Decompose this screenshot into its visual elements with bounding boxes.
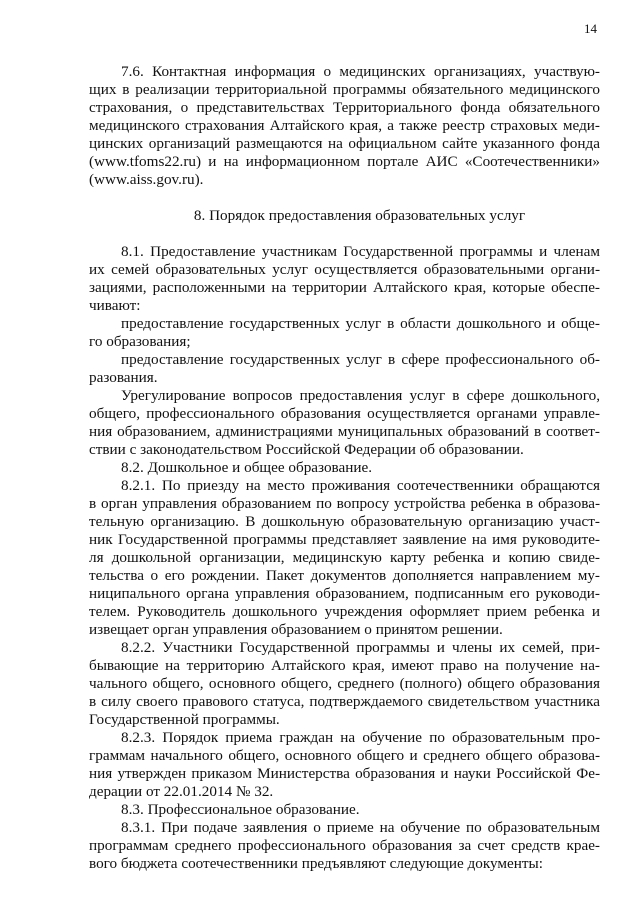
text-line: бывающие на территорию Алтайского края, имеют право на получение на- bbox=[89, 657, 600, 674]
text-line: го образования; bbox=[89, 333, 191, 350]
text-line: их семей образовательных услуг осуществляется образовательными органи- bbox=[89, 261, 600, 278]
text-line: страхования, о представительствах Территориального фонда обязательного bbox=[89, 99, 600, 116]
text-line: дерации от 22.01.2014 № 32. bbox=[89, 783, 274, 800]
text-line: разования. bbox=[89, 369, 158, 386]
text-line: в силу своего правового статуса, подтверждаемого свидетельством участника bbox=[89, 693, 600, 710]
text-line: 8.2.2. Участники Государственной программы и члены их семей, при- bbox=[121, 639, 600, 656]
text-line: ния образованием, администрациями муниципальных образований в соответ- bbox=[89, 423, 600, 440]
text-line: медицинского страхования Алтайского края, а также реестр страховых меди- bbox=[89, 117, 600, 134]
text-line: программам среднего профессионального образования за счет средств крае- bbox=[89, 837, 600, 854]
text-line: в орган управления образованием по вопросу устройства ребенка в образова- bbox=[89, 495, 600, 512]
text-line: вого бюджета соотечественники предъявляют следующие документы: bbox=[89, 855, 543, 872]
text-line: тельную организацию. В дошкольную образовательную организацию участ- bbox=[89, 513, 600, 530]
text-line: предоставление государственных услуг в области дошкольного и обще- bbox=[121, 315, 600, 332]
text-line: общего, профессионального образования осуществляется органами управле- bbox=[89, 405, 600, 422]
text-line: ния утвержден приказом Министерства образования и науки Российской Фе- bbox=[89, 765, 600, 782]
text-line: извещает орган управления образованием о принятом решении. bbox=[89, 621, 503, 638]
text-line: ствии с законодательством Российской Федерации об образовании. bbox=[89, 441, 524, 458]
document-body bbox=[89, 63, 600, 873]
text-line: предоставление государственных услуг в сфере профессионального об- bbox=[121, 351, 600, 368]
text-line: Государственной программы. bbox=[89, 711, 280, 728]
text-line: 8.3.1. При подаче заявления о приеме на обучение по образовательным bbox=[121, 819, 600, 836]
text-line: чивают: bbox=[89, 297, 141, 314]
text-line: ниципального органа управления образованием, подписанным его руководи- bbox=[89, 585, 600, 602]
text-line: (www.tfoms22.ru) и на информационном портале АИС «Соотечественники» bbox=[89, 153, 600, 170]
text-line: ник Государственной программы представляет заявление на имя руководите- bbox=[89, 531, 600, 548]
text-line: ля дошкольной организации, медицинскую карту ребенка и копию свиде- bbox=[89, 549, 600, 566]
text-line: 8.2. Дошкольное и общее образование. bbox=[121, 459, 373, 476]
section-heading: 8. Порядок предоставления образовательных услуг bbox=[193, 207, 526, 224]
text-line: цинских организаций размещаются на официальном сайте указанного фонда bbox=[89, 135, 600, 152]
text-line: чального общего, основного общего, среднего (полного) общего образования bbox=[89, 675, 600, 692]
text-line: 8.3. Профессиональное образование. bbox=[121, 801, 360, 818]
text-line: зациями, расположенными на территории Алтайского края, которые обеспе- bbox=[89, 279, 600, 296]
text-line: 8.1. Предоставление участникам Государственной программы и членам bbox=[121, 243, 600, 260]
page-number: 14 bbox=[584, 21, 597, 36]
text-line: 8.2.1. По приезду на место проживания соотечественники обращаются bbox=[121, 477, 600, 494]
text-line: щих в реализации территориальной программы обязательного медицинского bbox=[89, 81, 600, 98]
text-line: (www.aiss.gov.ru). bbox=[89, 171, 204, 188]
text-line: тельства о его рождении. Пакет документов дополняется направлением му- bbox=[89, 567, 600, 584]
text-line: граммам начального общего, основного общего и среднего общего образова- bbox=[89, 747, 600, 764]
text-line: 7.6. Контактная информация о медицинских организациях, участвую- bbox=[121, 63, 600, 80]
text-line: телем. Руководитель дошкольного учреждения оформляет прием ребенка и bbox=[89, 603, 600, 620]
text-line: 8.2.3. Порядок приема граждан на обучение по образовательным про- bbox=[121, 729, 600, 746]
text-line: Урегулирование вопросов предоставления услуг в сфере дошкольного, bbox=[121, 387, 600, 404]
